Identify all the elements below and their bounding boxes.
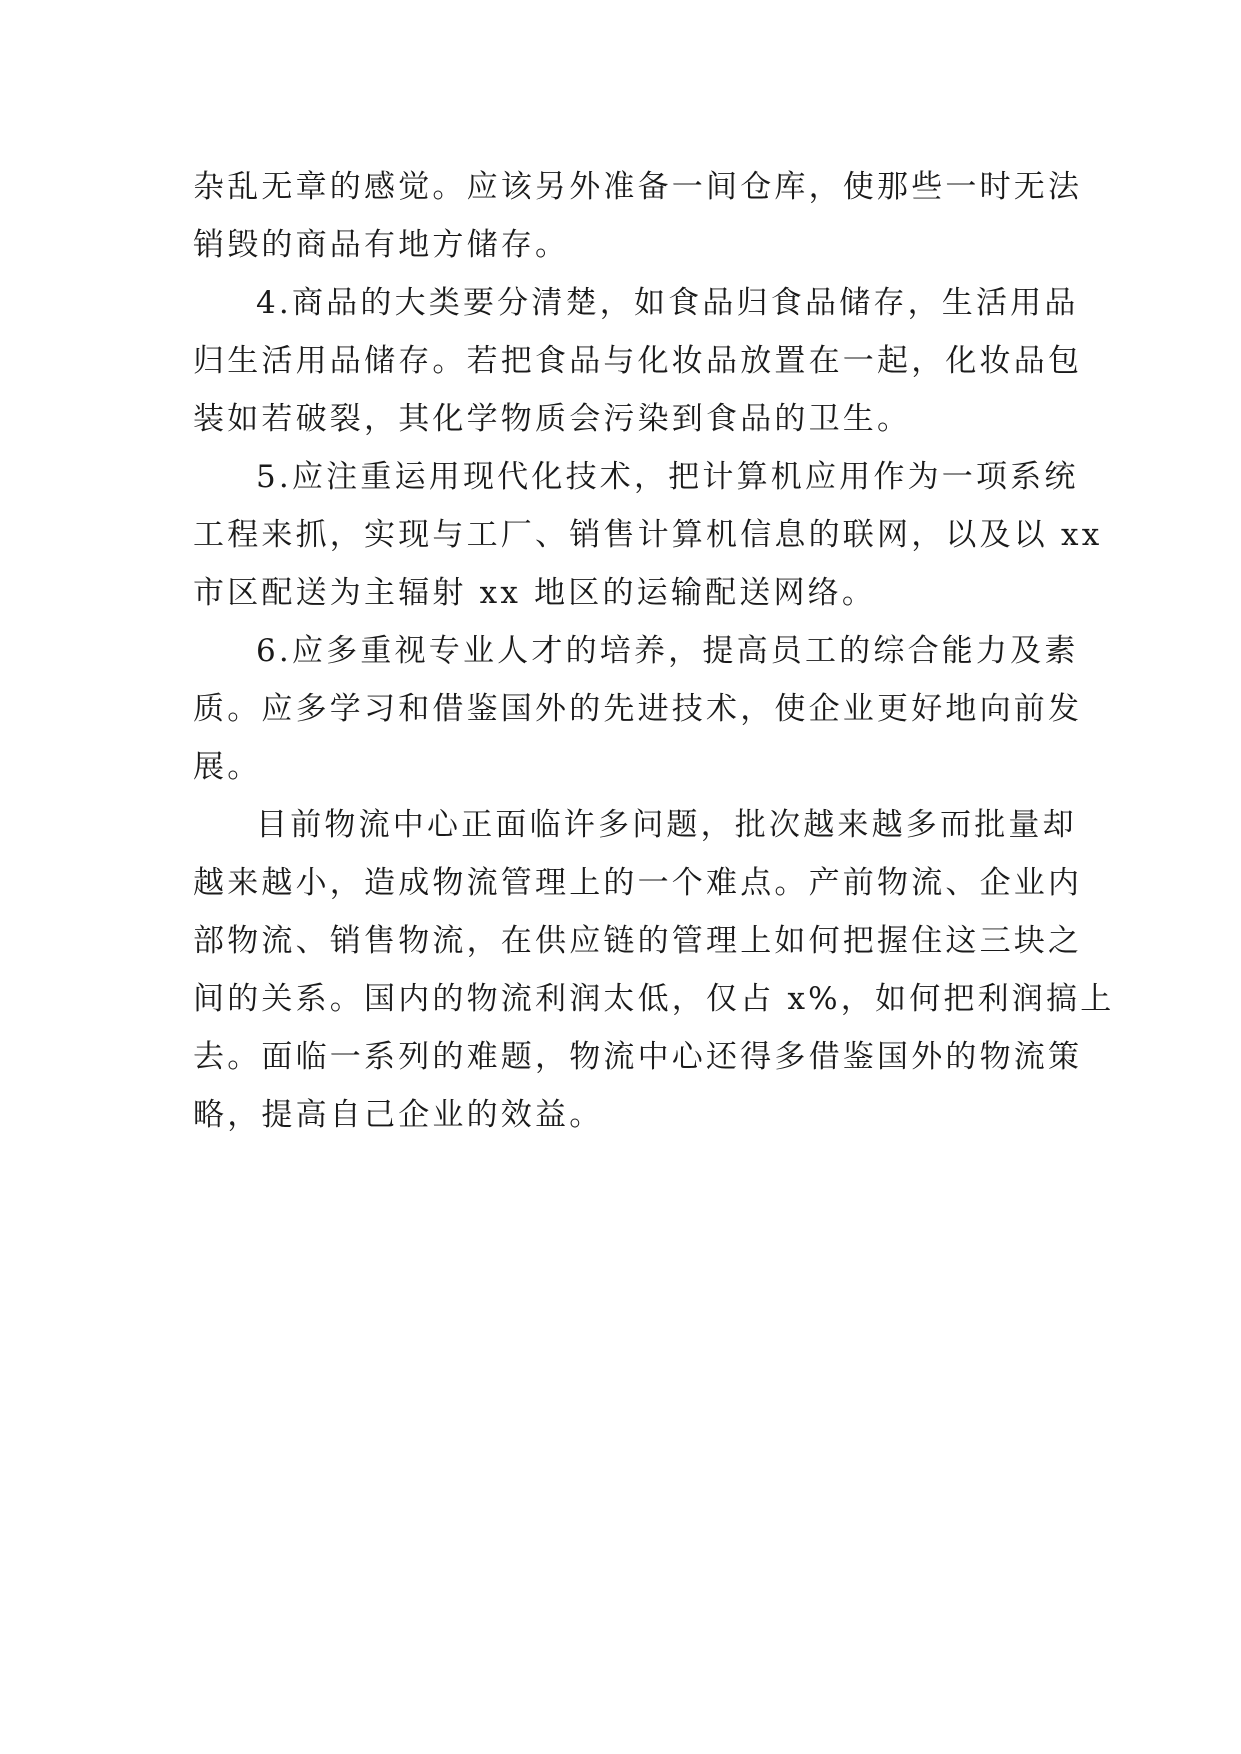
text-line: 略，提高自己企业的效益。 <box>193 1097 604 1133</box>
text-line: 目前物流中心正面临许多问题，批次越来越多而批量却 <box>256 807 1077 843</box>
paragraph <box>193 796 1115 1144</box>
text-line: 杂乱无章的感觉。应该另外准备一间仓库，使那些一时无法 <box>193 169 1083 205</box>
text-line: 质。应多学习和借鉴国外的先进技术，使企业更好地向前发 <box>193 691 1083 727</box>
text-line: 销毁的商品有地方储存。 <box>193 227 570 263</box>
document-body <box>193 158 1115 1144</box>
text-line: 归生活用品储存。若把食品与化妆品放置在一起，化妆品包 <box>193 343 1083 379</box>
text-line: 6.应多重视专业人才的培养，提高员工的综合能力及素 <box>256 633 1079 669</box>
text-line: 越来越小，造成物流管理上的一个难点。产前物流、企业内 <box>193 865 1083 901</box>
text-line: 装如若破裂，其化学物质会污染到食品的卫生。 <box>193 401 912 437</box>
text-line: 工程来抓，实现与工厂、销售计算机信息的联网，以及以 xx <box>193 517 1103 553</box>
paragraph <box>193 158 1083 274</box>
text-line: 市区配送为主辐射 xx 地区的运输配送网络。 <box>193 575 877 611</box>
text-line: 部物流、销售物流，在供应链的管理上如何把握住这三块之 <box>193 923 1083 959</box>
paragraph <box>193 448 1103 622</box>
text-line: 间的关系。国内的物流利润太低，仅占 x%，如何把利润搞上 <box>193 981 1115 1017</box>
paragraph <box>193 622 1083 796</box>
text-line: 5.应注重运用现代化技术，把计算机应用作为一项系统 <box>256 459 1079 495</box>
text-line: 4.商品的大类要分清楚，如食品归食品储存，生活用品 <box>256 285 1079 321</box>
text-line: 展。 <box>193 749 262 785</box>
text-line: 去。面临一系列的难题，物流中心还得多借鉴国外的物流策 <box>193 1039 1083 1075</box>
paragraph <box>193 274 1083 448</box>
